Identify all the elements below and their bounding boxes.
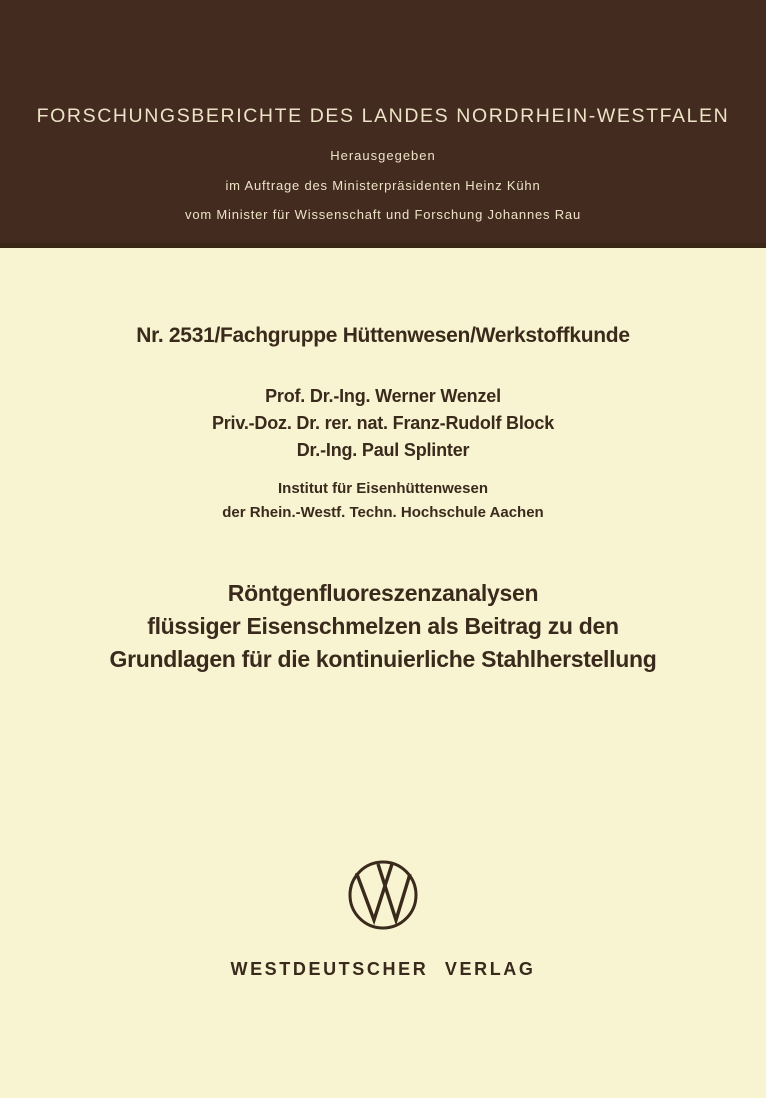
author-name: Priv.-Doz. Dr. rer. nat. Franz-Rudolf Block <box>211 413 555 433</box>
institute-line: der Rhein.-Westf. Techn. Hochschule Aachen <box>222 504 544 521</box>
series-title: FORSCHUNGSBERICHTE DES LANDES NORDRHEIN-WESTFALEN <box>36 105 730 127</box>
header-band <box>0 0 766 248</box>
edited-by-label: Herausgegeben <box>330 148 436 163</box>
editor-line-minister-president: im Auftrage des Ministerpräsidenten Heinz Kühn <box>225 178 541 193</box>
institute-line: Institut für Eisenhüttenwesen <box>277 480 488 497</box>
main-title-line: flüssiger Eisenschmelzen als Beitrag zu den <box>147 613 619 639</box>
editor-line-minister-science: vom Minister für Wissenschaft und Forschung Johannes Rau <box>185 207 581 222</box>
institute-block <box>0 477 766 525</box>
main-title-line: Grundlagen für die kontinuierliche Stahlherstellung <box>109 646 657 672</box>
author-name: Prof. Dr.-Ing. Werner Wenzel <box>265 386 501 406</box>
publisher-name: WESTDEUTSCHER VERLAG <box>230 959 536 979</box>
westdeutscher-verlag-logo <box>0 850 766 940</box>
author-name: Dr.-Ing. Paul Splinter <box>296 440 470 460</box>
main-title-line: Röntgenfluoreszenzanalysen <box>227 580 539 606</box>
main-title <box>0 577 766 676</box>
report-number-line: Nr. 2531/Fachgruppe Hüttenwesen/Werkstoffkunde <box>136 324 630 347</box>
authors-block <box>0 383 766 464</box>
w-in-circle-monogram-icon <box>338 850 428 940</box>
